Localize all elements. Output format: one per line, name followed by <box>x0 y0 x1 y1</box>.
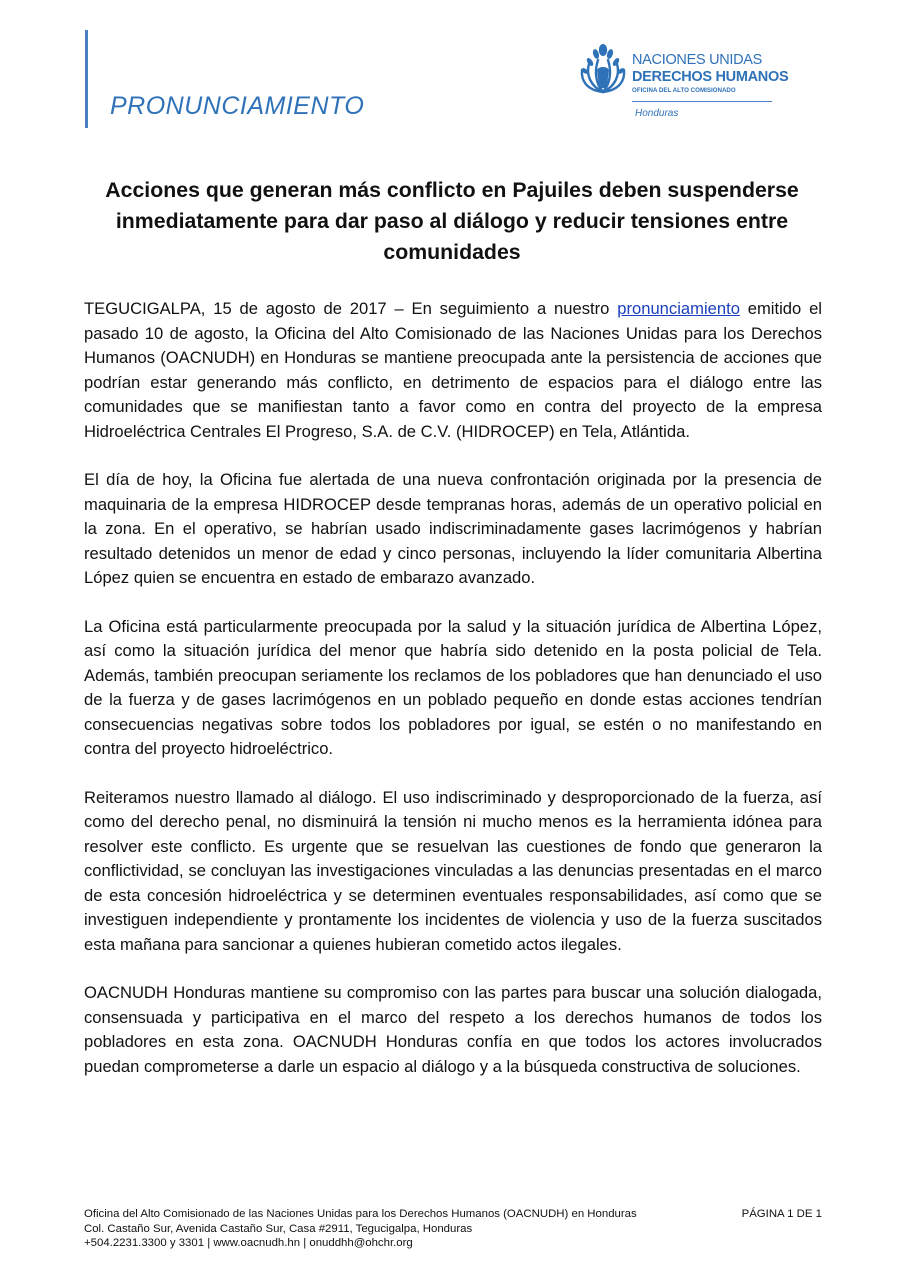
document-body <box>84 297 822 1103</box>
logo-divider <box>632 101 772 102</box>
paragraph-5: OACNUDH Honduras mantiene su compromiso con las partes para buscar una solución dialogada, consensuada y participativa en el marco del respeto a los derechos humanos de todos los pobladores en esta zona. OACNUDH Honduras confía en que todos los actores involucrados puedan comprometerse a darle un espacio al diálogo y a la búsqueda constructiva de soluciones. <box>84 983 822 1076</box>
page-footer <box>84 1207 822 1251</box>
page-number: PÁGINA 1 DE 1 <box>741 1208 822 1220</box>
header-vertical-rule <box>85 30 88 128</box>
paragraph-1 <box>84 297 822 444</box>
logo-country: Honduras <box>635 108 679 119</box>
paragraph-3: La Oficina está particularmente preocupada por la salud y la situación jurídica de Albertina López, así como la situación jurídica del menor que habría sido detenido en la posta policial de Tela. Además, también preocupan seriamente los reclamos de los pobladores que han denunciado el uso de la fuerza y de gases lacrimógenos en un poblado pequeño en donde estas acciones tendrían consecuencias negativas sobre todos los pobladores por igual, se estén o no manifestando en contra del proyecto hidroeléctrico. <box>84 616 822 758</box>
document-title: Acciones que generan más conflicto en Pajuiles deben suspenderse inmediatamente para dar paso al diálogo y reducir tensiones entre comunidades <box>105 178 799 264</box>
footer-office: Oficina del Alto Comisionado de las Naciones Unidas para los Derechos Humanos (OACNUDH) en Honduras <box>84 1208 637 1220</box>
pronunciamiento-link[interactable]: pronunciamiento <box>617 299 740 318</box>
logo-text-derechos-humanos: DERECHOS HUMANOS <box>632 69 789 85</box>
paragraph-4: Reiteramos nuestro llamado al diálogo. El uso indiscriminado y desproporcionado de la fuerza, así como del derecho penal, no disminuirá la tensión ni mucho menos es la herramienta idónea para resolver este conflicto. Es urgente que se resuelvan las cuestiones de fondo que generaron la conflictividad, se concluyan las investigaciones vinculadas a las denuncias presentadas en el marco de esta concesión hidroeléctrica y se determinen eventuales responsabilidades, así como que se investiguen independiente y prontamente los incidentes de violencia y uso de la fuerza suscitados esta mañana para sancionar a quienes hubieran cometido actos ilegales. <box>84 787 822 954</box>
un-human-rights-logo <box>578 40 789 125</box>
logo-text-oficina: OFICINA DEL ALTO COMISIONADO <box>632 87 736 94</box>
paragraph-1-text-end: emitido el pasado 10 de agosto, la Oficina del Alto Comisionado de las Naciones Unidas para los Derechos Humanos (OACNUDH) en Honduras se mantiene preocupada ante la persistencia de acciones que podrían estar generando más conflicto, en detrimento de espacios para el diálogo entre las comunidades que se manifiestan tanto a favor como en contra del proyecto de la empresa Hidroeléctrica Centrales El Progreso, S.A. de C.V. (HIDROCEP) en Tela, Atlántida. <box>84 299 822 441</box>
paragraph-2: El día de hoy, la Oficina fue alertada de una nueva confrontación originada por la presencia de maquinaria de la empresa HIDROCEP desde tempranas horas, además de un operativo policial en la zona. En el operativo, se habrían usado indiscriminadamente gases lacrimógenos y habrían resultado detenidos un menor de edad y cinco personas, incluyendo la líder comunitaria Albertina López quien se encuentra en estado de embarazo avanzado. <box>84 470 822 587</box>
document-type-label: PRONUNCIAMIENTO <box>110 92 365 120</box>
logo-text-naciones-unidas: NACIONES UNIDAS <box>632 52 763 68</box>
footer-contact: +504.2231.3300 y 3301 | www.oacnudh.hn | onuddhh@ohchr.org <box>84 1237 413 1249</box>
paragraph-1-text-start: TEGUCIGALPA, 15 de agosto de 2017 – En seguimiento a nuestro <box>84 299 618 318</box>
footer-address: Col. Castaño Sur, Avenida Castaño Sur, Casa #2911, Tegucigalpa, Honduras <box>84 1222 473 1235</box>
un-human-rights-emblem-icon <box>578 40 628 96</box>
